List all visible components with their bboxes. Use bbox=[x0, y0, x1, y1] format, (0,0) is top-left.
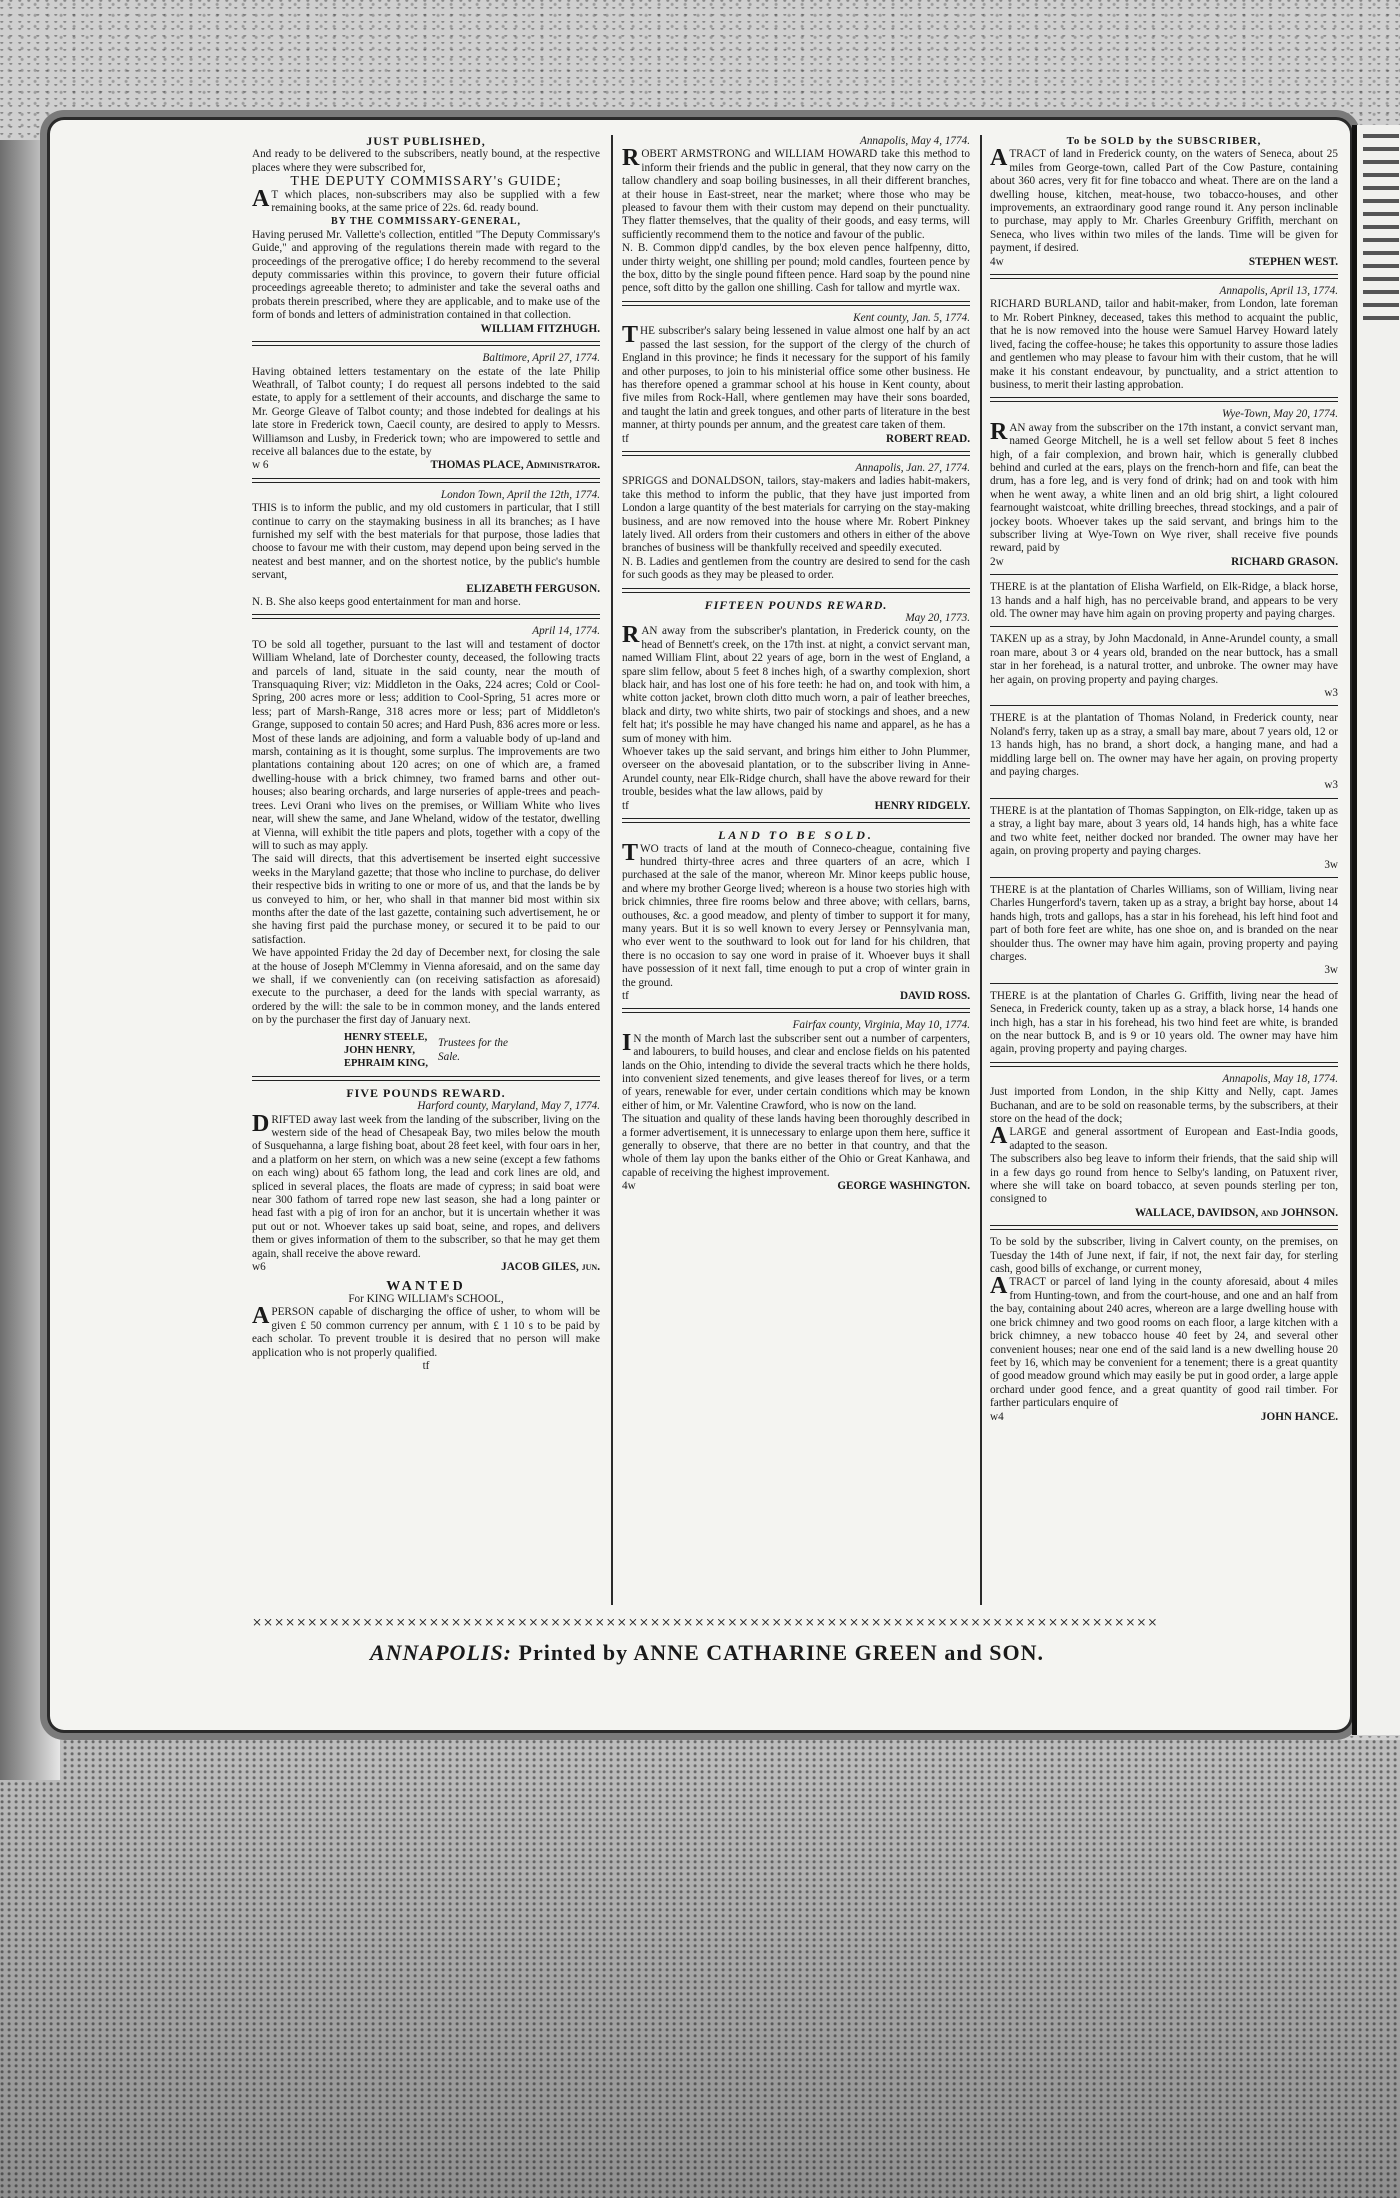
divider bbox=[252, 478, 600, 483]
trustee-name: JOHN HENRY, bbox=[344, 1045, 416, 1056]
ad-subheading: For KING WILLIAM's SCHOOL, bbox=[348, 1292, 504, 1305]
stray-notice bbox=[990, 581, 1338, 621]
ad-body: The situation and quality of these lands having been thoroughly described in a former advertisement, it is unnecessary to enlarge upon them here, suffice it generally to observe, that there are no better in that country, and that the whole of them lay upon the banks either of the Ohio or Great Kanhawa, and capable of receiving the highest improvement. bbox=[622, 1113, 970, 1179]
ad-mark: w4 bbox=[990, 1410, 1004, 1423]
ad-mark: tf bbox=[422, 1359, 430, 1372]
ad-body: The said will directs, that this advertisement be inserted eight successive weeks in the Maryland gazette; that those who incline to purchase, do deliver their respective bids in writing to one or more of us, and that the lands be by us conveyed to him, or her, who shall in that manner bid most within six months after the date of the last gazette, containing such advertisement, he or she having first paid the purchase money, or secured it to be paid to our satisfaction. bbox=[252, 853, 600, 946]
advert-land-to-be-sold bbox=[622, 829, 970, 1003]
ad-body: RICHARD BURLAND, tailor and habit-maker, from London, late foreman to Mr. Robert Pinkney, deceased, takes this method to acquaint the public, that he is now removed into the house were Samuel Harvey Howard lately lived, facing the coffee-house; he takes this opportunity to assure those ladies and gentlemen who may please to favour him with their custom, that he will make it his constant endeavour, by punctuality, and a strict attention to business, to merit their lasting approbation. bbox=[990, 298, 1338, 391]
stray-body: THERE is at the plantation of Elisha Warfield, on Elk-Ridge, a black horse, 13 hands and a half high, has no perceivable brand, and appears to be very old. The owner may have him again on proving property and paying charges. bbox=[990, 581, 1338, 620]
ad-body: The subscribers also beg leave to inform their friends, that the said ship will in a few days go round from hence to Selby's landing, on Patuxent river, where she will take on board tobacco, at seven pounds sterling per ton, consigned to bbox=[990, 1153, 1338, 1206]
ad-note: N. B. Common dipp'd candles, by the box eleven pence halfpenny, ditto, under thirty weight, one shilling per pound; mold candles, fourteen pence by the box, ditto by the single pound fifteen pence. Hard soap by the pound nine pence, soft ditto by the gallon one shilling. Cash for tallow and myrtle wax. bbox=[622, 242, 970, 295]
ad-mark: 2w bbox=[990, 555, 1004, 568]
ad-intro: And ready to be delivered to the subscribers, neatly bound, at the respective places where they were subscribed for, bbox=[252, 148, 600, 174]
divider bbox=[990, 626, 1338, 627]
ad-mark: 3w bbox=[1324, 964, 1338, 977]
ad-body: Whoever takes up the said servant, and brings him either to John Plummer, overseer on the abovesaid plantation, or to the subscriber living in Anne-Arundel county, near Elk-Ridge church, shall have the above reward for their trouble, besides what the law allows, paid by bbox=[622, 746, 970, 799]
ad-body: RAN away from the subscriber on the 17th instant, a convict servant man, named George Mitchell, he is a well set fellow about 5 feet 8 inches high, of a fair complexion, and brown hair, which is generally clubbed behind and curled at the ears, plays on the french-horn and fife, can beat the drum, has a fore leg, and is very fond of drink; had on and took with him when he went away, a white linen and an old brig shirt, a light coloured fearnought waistcoat, white drilling breeches, thread stockings, and a pair of jockey boots. Whoever takes up the said servant, and brings him to the subscriber living at Wye-Town on Wye river, shall receive five pounds reward, paid by bbox=[990, 418, 1338, 555]
ad-signature: THOMAS PLACE, Administrator. bbox=[430, 459, 600, 472]
ad-dateline: Baltimore, April 27, 1774. bbox=[482, 352, 600, 365]
ad-dateline: Harford county, Maryland, May 7, 1774. bbox=[417, 1100, 600, 1113]
divider bbox=[990, 983, 1338, 984]
ad-body: AT which places, non-subscribers may also be supplied with a few remaining books, at the same price of 22s. 6d. ready bound. bbox=[252, 185, 600, 215]
ad-signature: STEPHEN WEST. bbox=[1248, 255, 1338, 268]
divider bbox=[990, 705, 1338, 706]
ad-mark: 3w bbox=[1324, 858, 1338, 871]
stray-body: THERE is at the plantation of Thomas Sappington, on Elk-ridge, taken up as a stray, a light bay mare, about 3 years old, 14 hands high, has a white face and two white feet, neither docked nor branded. The owner may have her again, on proving property and paying charges. bbox=[990, 804, 1338, 858]
advert-armstrong-howard bbox=[622, 135, 970, 296]
column-rule bbox=[980, 135, 982, 1605]
adjacent-page-edge bbox=[1352, 125, 1400, 1735]
ad-dateline: Annapolis, April 13, 1774. bbox=[1219, 285, 1338, 298]
divider bbox=[622, 451, 970, 456]
ad-mark: tf bbox=[622, 432, 629, 445]
divider bbox=[990, 274, 1338, 279]
trustee-name: EPHRAIM KING, bbox=[344, 1058, 428, 1070]
ad-body: ROBERT ARMSTRONG and WILLIAM HOWARD take this method to inform their friends and the public in general, that they now carry on the tallow chandlery and soap boiling businesses, in all their different branches, at their house in East-street, near the market; where those who may be pleased to favour them with their custom may depend on their punctuality. They flatter themselves, that the quality of their goods, and easy terms, will sufficiently recommend them to the notice and favour of the public. bbox=[622, 145, 970, 241]
ad-heading: FIFTEEN POUNDS REWARD. bbox=[704, 597, 888, 612]
advert-washington bbox=[622, 1019, 970, 1193]
divider bbox=[990, 877, 1338, 878]
ad-mark: tf bbox=[622, 799, 629, 812]
stray-notice bbox=[990, 712, 1338, 792]
divider bbox=[990, 1225, 1338, 1230]
ad-body: Having obtained letters testamentary on the estate of the late Philip Weathrall, of Talbot county; I do request all persons indebted to the said estate, to apply for a settlement of their accounts, and discharge the same to Mr. George Gleave of Talbot county; and those indebted for dealings at his late store in Frederick town, Caecil county, are desired to apply to Messrs. Williamson and Lusby, in Frederick town; who are impowered to settle and receive all balances due to the estate, by bbox=[252, 365, 600, 458]
ad-dateline: Annapolis, May 4, 1774. bbox=[859, 135, 970, 147]
ad-body: SPRIGGS and DONALDSON, tailors, stay-makers and ladies habit-makers, take this method to inform the public, that they have just imported from London a large quantity of the best materials for carrying on the stay-making business, and are now removed into the house where Mr. Robert Pinkney lately lived. All orders from their customers and others in either of the above branches of business will be thankfully received and speedily executed. bbox=[622, 475, 970, 555]
column-3 bbox=[990, 135, 1338, 1605]
ad-body: THE subscriber's salary being lessened in value almost one half by an act passed the last session, for the support of the clergy of the church of England in this province; he finds it necessary for the support of his family and other purposes, to join to his ministerial office some other business. He has therefore opened a grammar school at his house in Kent county, about five miles from Rock-Hall, where gentlemen may have their sons boarded, and taught the latin and greek tongues, and other parts of literature in the best manner, at thirty pounds per annum, and the greatest care taken of them. bbox=[622, 322, 970, 432]
ad-body: We have appointed Friday the 2d day of December next, for closing the sale at the house of Joseph M'Clemmy in Vienna aforesaid, and on the same day we shall, if we conveniently can (on receiving satisfaction as aforesaid) execute to the purchaser, a deed for the lands with special warranty, as ordered by the will: the sale to be in common money, and the lands entered on by the purchaser the first day of January next. bbox=[252, 947, 600, 1027]
ad-dateline: Fairfax county, Virginia, May 10, 1774. bbox=[792, 1019, 970, 1032]
ad-heading: LAND TO BE SOLD. bbox=[718, 828, 874, 843]
advert-wallace-davidson-johnson bbox=[990, 1073, 1338, 1220]
ad-body: Having perused Mr. Vallette's collection, entitled "The Deputy Commissary's Guide," and approving of the regulations therein made with regard to the proceedings of the prerogative office; I do hereby recommend to the several deputy commissaries within this province, to govern their future official proceedings agreeable thereto; to administer and take the several oaths and probats therein prescribed, where they are applicable, and to make use of the form of bonds and letters of administration contained in that collection. bbox=[252, 228, 600, 322]
ad-body: ATRACT of land in Frederick county, on the waters of Seneca, about 25 miles from George-town, called Part of the Cow Pasture, containing about 360 acres, very fit for fine tobacco and wheat. There are on the land a dwelling house, kitchen, meat-house, two tobacco-houses, and other improvements, an extraordinary good range round it. Any person inclinable to purchase, may apply to Mr. Charles Greenbury Griffith, merchant on Seneca, who lives within two miles of the lands. Time will be given for payment, if desired. bbox=[990, 145, 1338, 255]
advert-grason bbox=[990, 408, 1338, 569]
divider bbox=[622, 818, 970, 823]
ad-dateline: London Town, April the 12th, 1774. bbox=[440, 488, 600, 501]
divider bbox=[990, 574, 1338, 575]
ad-dateline: Annapolis, Jan. 27, 1774. bbox=[855, 461, 970, 474]
ad-body: THIS is to inform the public, and my old customers in particular, that I still continue to carry on the staymaking business in all its branches; as I have furnished my self with the best materials for that purpose, those ladies that choose to favour me with their custom, may depend upon being served in the neatest and best manner, and on the shortest notice, by the public's humble servant, bbox=[252, 502, 600, 582]
ad-mark: w 6 bbox=[252, 459, 269, 472]
divider bbox=[990, 1062, 1338, 1067]
stray-body: THERE is at the plantation of Charles Williams, son of William, living near Charles Hungerford's tavern, taken up as a stray, a bright bay horse, about 14 hands high, trots and gallops, has a star in his forehead, his left hind foot and part of both fore feet are white, has one shoe on, and is branded on the near shoulder thus. The owner may have him again, proving property and paying charges. bbox=[990, 883, 1338, 963]
stray-body: TAKEN up as a stray, by John Macdonald, in Anne-Arundel county, a small roan mare, about 3 or 4 years old, branded on the near buttock, has a small star in her forehead, is a natural trotter, and unbroke. The owner may have her again, on proving property and paying charges. bbox=[990, 633, 1338, 686]
advert-weathrall bbox=[252, 352, 600, 473]
ad-heading: FIVE POUNDS REWARD. bbox=[346, 1085, 506, 1100]
divider bbox=[622, 1008, 970, 1013]
advert-fifteen-pounds-reward bbox=[622, 599, 970, 814]
divider bbox=[252, 1076, 600, 1081]
advert-just-published bbox=[252, 135, 600, 336]
ad-signature: HENRY RIDGELY. bbox=[874, 799, 970, 812]
ad-mark: tf bbox=[622, 989, 629, 1002]
ad-signature: RICHARD GRASON. bbox=[1231, 555, 1338, 568]
stray-body: THERE is at the plantation of Thomas Noland, in Frederick county, near Noland's ferry, taken up as a stray, a small bay mare, about 7 years old, 12 or 13 hands high, has no brand, a short dock, a hanging mane, and had a middling large bell on. The owner may have her again, on proving property and paying charges. bbox=[990, 712, 1338, 779]
imprint-place: ANNAPOLIS: bbox=[370, 1640, 513, 1665]
advert-wheland-lands bbox=[252, 625, 600, 1070]
scan-shadow bbox=[0, 1740, 1400, 2198]
ad-dateline: April 14, 1774. bbox=[532, 625, 600, 638]
ad-body: RAN away from the subscriber's plantation, in Frederick county, on the head of Bennett's creek, on the 17th inst. at night, a convict servant man, named William Flint, about 22 years of age, born in the west of England, a spare slim fellow, about 5 feet 8 inches high, of a swarthy complexion, short black hair, and has lost one of his fore teeth: he had on, and took with him, a white cotton jacket, brown cloth ditto much worn, a pair of leather breeches, black and dirty, two white shirts, two pair of stockings and shoes, and a new felt hat; it's possible he may have changed his name and apparel, as he has a sum of money with him. bbox=[622, 622, 970, 745]
ad-dateline: May 20, 1773. bbox=[905, 612, 970, 624]
ad-signature: WILLIAM FITZHUGH. bbox=[480, 322, 600, 335]
ad-signature: GEORGE WASHINGTON. bbox=[837, 1180, 970, 1193]
column-rule bbox=[611, 135, 613, 1605]
divider bbox=[252, 341, 600, 346]
stray-notice bbox=[990, 805, 1338, 872]
advert-ferguson bbox=[252, 489, 600, 610]
trustee-name: HENRY STEELE, bbox=[344, 1031, 428, 1043]
divider bbox=[990, 798, 1338, 799]
ad-note: N. B. Ladies and gentlemen from the country are desired to send for the cash for such goods as they may be pleased to order. bbox=[622, 555, 970, 582]
ad-signature: WALLACE, DAVIDSON, and JOHNSON. bbox=[1135, 1206, 1338, 1219]
stray-notice bbox=[990, 633, 1338, 700]
ad-signature: ELIZABETH FERGUSON. bbox=[466, 582, 600, 595]
ad-title: THE DEPUTY COMMISSARY's GUIDE; bbox=[290, 174, 562, 190]
ad-authority: BY THE COMMISSARY-GENERAL, bbox=[330, 216, 522, 228]
ad-body: ATRACT or parcel of land lying in the county aforesaid, about 4 miles from Hunting-town, and from the court-house, and one and an half from the bay, containing about 240 acres, whereon are a large dwelling house with one brick chimney and two good rooms on each floor, a large kitchen with a brick chimney, a new tobacco house 40 feet by 24, and several other convenient houses; near one end of the said land is a new dwelling house 20 feet by 16, which may be convenient for a tenement; there is a great quantity of good meadow ground which may easily be put in good order, a large apple orchard under good fence, and a great quantity of good rail timber. For farther particulars enquire of bbox=[990, 1273, 1338, 1410]
ad-heading: JUST PUBLISHED, bbox=[366, 135, 486, 148]
ad-signature: JACOB GILES, jun. bbox=[501, 1261, 600, 1274]
ad-body: APERSON capable of discharging the office of usher, to whom will be given £ 50 common currency per annum, with £ 1 10 s to be paid by each scholar. To prevent trouble it is desired that no person will make application who is not properly qualified. bbox=[252, 1303, 600, 1359]
ad-dateline: Annapolis, May 18, 1774. bbox=[1222, 1072, 1338, 1085]
advert-tract-seneca bbox=[990, 135, 1338, 269]
ad-heading: WANTED bbox=[386, 1278, 466, 1294]
stray-notice bbox=[990, 990, 1338, 1057]
advert-spriggs-donaldson bbox=[622, 462, 970, 583]
ad-signature: ROBERT READ. bbox=[886, 432, 970, 445]
stray-notice bbox=[990, 884, 1338, 978]
column-1 bbox=[252, 135, 600, 1605]
ad-body: TWO tracts of land at the mouth of Conneco-cheague, containing five hundred thirty-three acres and three quarters of an acre, which I purchased at the sale of the manor, whereon Mr. Minor keeps public house, and where my brother George lived; whereon is a house two stories high with brick chimnies, three fire rooms below and three above; with cellars, barns, outhouses, &c. a good meadow, and plenty of timber to support it for many, many years. But it is so well known to every Jersey or Pennsylvania man, who ever went to the southward to look out for land for his children, that there is no occasion to say one word in praise of it. Whoever buys it shall have possession of it next fall, time enough to put a crop of winter grain in the ground. bbox=[622, 839, 970, 989]
trustees-block bbox=[252, 1031, 600, 1071]
ad-note: N. B. She also keeps good entertainment for man and horse. bbox=[252, 596, 521, 608]
ad-body: IN the month of March last the subscriber sent out a number of carpenters, and labourers, to build houses, and clear and enclose fields on his patented lands on the Ohio, intending to divide the several tracts which he there holds, into convenient sized tenements, and give leases thereof for lives, or a term of years, renewable for ever, under certain conditions which may be known either of him, or Mr. Valentine Crawford, who is now on the land. bbox=[622, 1029, 970, 1112]
ad-mark: 4w bbox=[622, 1180, 636, 1193]
stray-body: THERE is at the plantation of Charles G. Griffith, living near the head of Seneca, in Frederick county, taken up as a stray, a black horse, 14 hands one inch high, has a star in his forehead, his two hind feet are white, is branded on the near buttock B, and is 9 or 10 years old. The owner may have him again, proving property and paying charges. bbox=[990, 989, 1338, 1056]
divider bbox=[622, 301, 970, 306]
advert-hance-calvert bbox=[990, 1236, 1338, 1424]
ad-mark: w3 bbox=[1324, 687, 1338, 700]
advert-robert-read bbox=[622, 312, 970, 446]
ad-body: DRIFTED away last week from the landing of the subscriber, living on the western side of the head of Chesapeak Bay, two miles below the mouth of Susquehanna, a large fishing boat, about 28 feet keel, with four oars in her, and a platform on her stern, on which was a new seine (except a few fathoms on each wing) about 65 fathom long, the lead and cork lines are old, and spliced in several places, the floats are made of cypress; in said boat were near 300 fathom of tarred rope new last season, she had a long painter or head fast with a pig of iron for an anchor, but it is uncertain whether it was put out or not. Whoever takes up said boat, seine, and ropes, and delivers them or gives information of them to the subscriber, so that he may get them again, shall receive the above reward. bbox=[252, 1110, 600, 1260]
advert-five-pounds-reward bbox=[252, 1087, 600, 1275]
ad-mark: w3 bbox=[1324, 779, 1338, 792]
printer-imprint bbox=[370, 1640, 1270, 1666]
imprint-text: Printed by ANNE CATHARINE GREEN and SON. bbox=[518, 1640, 1045, 1665]
trustees-label: Trustees for the Sale. bbox=[438, 1037, 508, 1063]
ad-mark: 4w bbox=[990, 255, 1004, 268]
advert-burland bbox=[990, 285, 1338, 392]
ad-intro: To be sold by the subscriber, living in Calvert county, on the premises, on Tuesday the 14th of June next, if fair, if not, the next fair day, for sterling cash, good bills of exchange, or current money, bbox=[990, 1236, 1338, 1276]
advert-wanted-usher bbox=[252, 1280, 600, 1374]
ad-body: TO be sold all together, pursuant to the last will and testament of doctor William Wheland, late of Dorchester county, deceased, the following tracts and parcels of land, situate in the said county, near the mouth of Transquaquing River; viz: Middleton in the Oaks, 224 acres; Cold or Cool-Spring, 200 acres more or less; addition to Cool-Spring, 51 acres more or less; part of Marsh-Range, 318 acres more or less; part of Middleton's Grange, supposed to contain 50 acres; and Hard Push, 836 acres more or less. Most of these lands are adjoining, and form a valuable body of up-land and marsh, containing as it is thought, some surplus. The improvements are two plantations containing about 120 acres; on one of which are, a framed dwelling-house with a brick chimney, two framed barns and other out-houses; also bearing orchards, and large nurseries of apple-trees and peach-trees. Levi Orani who lives on the premises, or William White who lives near, will shew the same, and Jane Wheland, widow of the testator, dwelling at Vienna, will exhibit the title papers and plots, together with a copy of the will to such as may apply. bbox=[252, 638, 600, 852]
ad-dateline: Wye-Town, May 20, 1774. bbox=[1221, 408, 1338, 421]
column-2 bbox=[622, 135, 970, 1605]
ad-intro: Just imported from London, in the ship Kitty and Nelly, capt. James Buchanan, and are to be sold on reasonable terms, by the subscribers, at their store on the head of the dock; bbox=[990, 1086, 1338, 1125]
ad-signature: DAVID ROSS. bbox=[899, 989, 970, 1002]
ad-mark: w6 bbox=[252, 1261, 266, 1274]
divider bbox=[252, 614, 600, 619]
ad-signature: JOHN HANCE. bbox=[1260, 1410, 1338, 1423]
ornamental-rule: ⨯⨯⨯⨯⨯⨯⨯⨯⨯⨯⨯⨯⨯⨯⨯⨯⨯⨯⨯⨯⨯⨯⨯⨯⨯⨯⨯⨯⨯⨯⨯⨯⨯⨯⨯⨯⨯⨯⨯⨯⨯⨯⨯⨯⨯⨯⨯⨯⨯⨯⨯⨯⨯⨯⨯⨯⨯⨯⨯⨯⨯⨯⨯⨯⨯⨯⨯⨯⨯⨯⨯⨯⨯⨯⨯⨯⨯⨯⨯⨯⨯⨯ bbox=[252, 1615, 1159, 1629]
divider bbox=[990, 397, 1338, 402]
ad-heading: To be SOLD by the SUBSCRIBER, bbox=[1066, 135, 1262, 147]
ad-dateline: Kent county, Jan. 5, 1774. bbox=[853, 311, 970, 324]
ad-body: ALARGE and general assortment of European and East-India goods, adapted to the season. bbox=[990, 1123, 1338, 1152]
divider bbox=[622, 588, 970, 593]
